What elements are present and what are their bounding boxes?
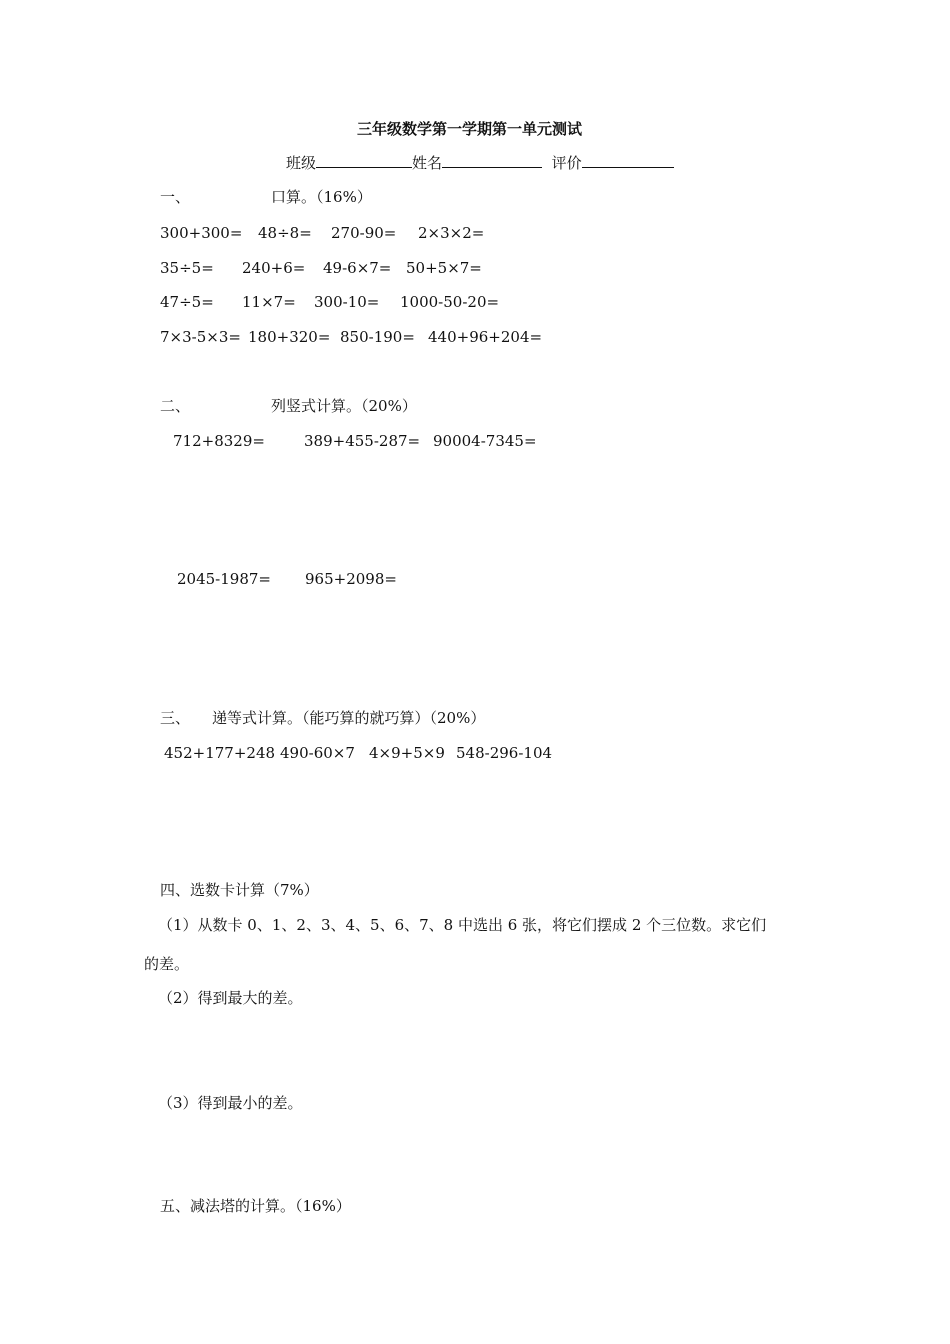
section3-number: 三、 (160, 709, 191, 727)
name-field[interactable] (442, 152, 542, 168)
problem: 4×9+5×9 (369, 744, 445, 762)
class-label: 班级 (286, 154, 317, 172)
problem: 712+8329= (173, 432, 265, 450)
problem: 490-60×7 (280, 744, 355, 762)
section5-heading: 五、减法塔的计算。（16%） (160, 1197, 351, 1215)
class-field[interactable] (316, 152, 412, 168)
section3-heading: 递等式计算。（能巧算的就巧算）（20%） (212, 709, 486, 727)
section4-heading: 四、选数卡计算（7%） (160, 881, 319, 899)
problem: 48÷8= (258, 224, 312, 242)
problem: 1000-50-20= (400, 293, 500, 311)
section2-number: 二、 (160, 397, 191, 415)
problem: 270-90= (331, 224, 397, 242)
problem: 548-296-104 (456, 744, 553, 762)
grade-label: 评价 (551, 154, 582, 172)
problem: 35÷5= (160, 259, 214, 277)
problem: 7×3-5×3= (160, 328, 241, 346)
problem: 389+455-287= (304, 432, 421, 450)
problem: 965+2098= (305, 570, 397, 588)
problem: 90004-7345= (433, 432, 537, 450)
grade-field[interactable] (582, 152, 674, 168)
problem: 2045-1987= (177, 570, 271, 588)
page-title: 三年级数学第一学期第一单元测试 (357, 120, 583, 138)
name-label: 姓名 (412, 154, 443, 172)
section2-heading: 列竖式计算。（20%） (271, 397, 417, 415)
problem: 240+6= (242, 259, 306, 277)
problem: 2×3×2= (418, 224, 485, 242)
problem: 50+5×7= (406, 259, 482, 277)
problem: 850-190= (340, 328, 415, 346)
problem: 180+320= (248, 328, 331, 346)
question-3: （3）得到最小的差。 (158, 1094, 303, 1112)
problem: 49-6×7= (323, 259, 392, 277)
problem: 300+300= (160, 224, 243, 242)
problem: 452+177+248 (164, 744, 276, 762)
section1-number: 一、 (160, 188, 191, 206)
problem: 11×7= (242, 293, 296, 311)
problem: 300-10= (314, 293, 380, 311)
question-2: （2）得到最大的差。 (158, 989, 303, 1007)
section1-heading: 口算。（16%） (271, 188, 372, 206)
problem: 440+96+204= (428, 328, 543, 346)
question-1-line-2: 的差。 (144, 955, 190, 973)
info-line (286, 152, 674, 173)
question-1-line-1: （1）从数卡 0、1、2、3、4、5、6、7、8 中选出 6 张，将它们摆成 2 个三位数。求它们 (158, 916, 767, 934)
problem: 47÷5= (160, 293, 214, 311)
